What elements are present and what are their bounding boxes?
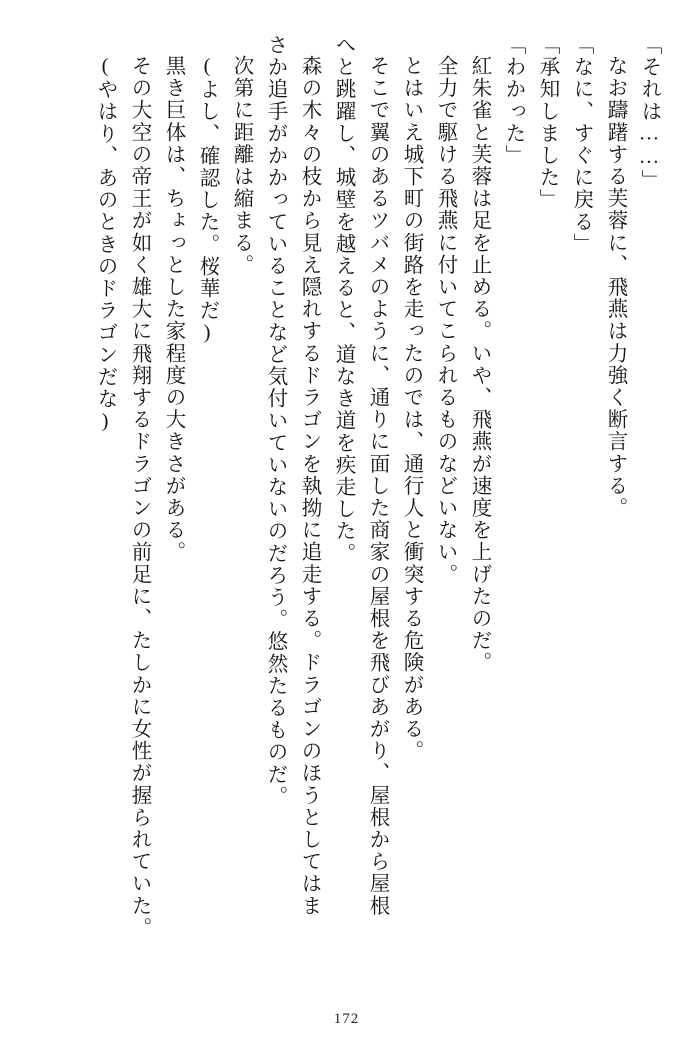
text-line: 「わかった」 bbox=[502, 34, 524, 167]
text-line: 黒き巨体は、ちょっとした家程度の大きさがある。 bbox=[162, 55, 184, 564]
vertical-text-body bbox=[34, 34, 659, 994]
text-line: (やはり、あのときのドラゴンだな) bbox=[94, 55, 116, 434]
text-line: とはいえ城下町の街路を走ったのでは、通行人と衝突する危険がある。 bbox=[400, 55, 422, 763]
text-line: そこで翼のあるツバメのように、通りに面した商家の屋根を飛びあがり、屋根から屋根 bbox=[366, 55, 388, 917]
text-line: 紅朱雀と芙蓉は足を止める。いや、飛燕が速度を上げたのだ。 bbox=[468, 55, 490, 674]
text-line: その大空の帝王が如く雄大に飛翔するドラゴンの前足に、たしかに女性が握られていた。 bbox=[128, 55, 150, 939]
text-line: 「なに、すぐに戻る」 bbox=[570, 34, 592, 255]
text-line: なお躊躇する芙蓉に、飛燕は力強く断言する。 bbox=[604, 55, 626, 520]
text-line: へと跳躍し、城壁を越えると、道なき道を疾走した。 bbox=[332, 34, 354, 565]
text-line: 次第に距離は縮まる。 bbox=[230, 55, 252, 276]
text-line: (よし、確認した。桜華だ) bbox=[196, 55, 218, 346]
text-line: 全力で駆ける飛燕に付いてこられるものなどいない。 bbox=[434, 55, 456, 586]
text-line: 森の木々の枝から見え隠れするドラゴンを執拗に追走する。ドラゴンのほうとしてはま bbox=[298, 55, 320, 917]
text-line: 「承知しました」 bbox=[536, 34, 558, 211]
text-line: さか追手がかかっていることなど気付いていないのだろう。悠然たるものだ。 bbox=[264, 34, 286, 808]
page-number: 172 bbox=[333, 1011, 360, 1027]
text-line: 「それは……」 bbox=[638, 34, 660, 192]
